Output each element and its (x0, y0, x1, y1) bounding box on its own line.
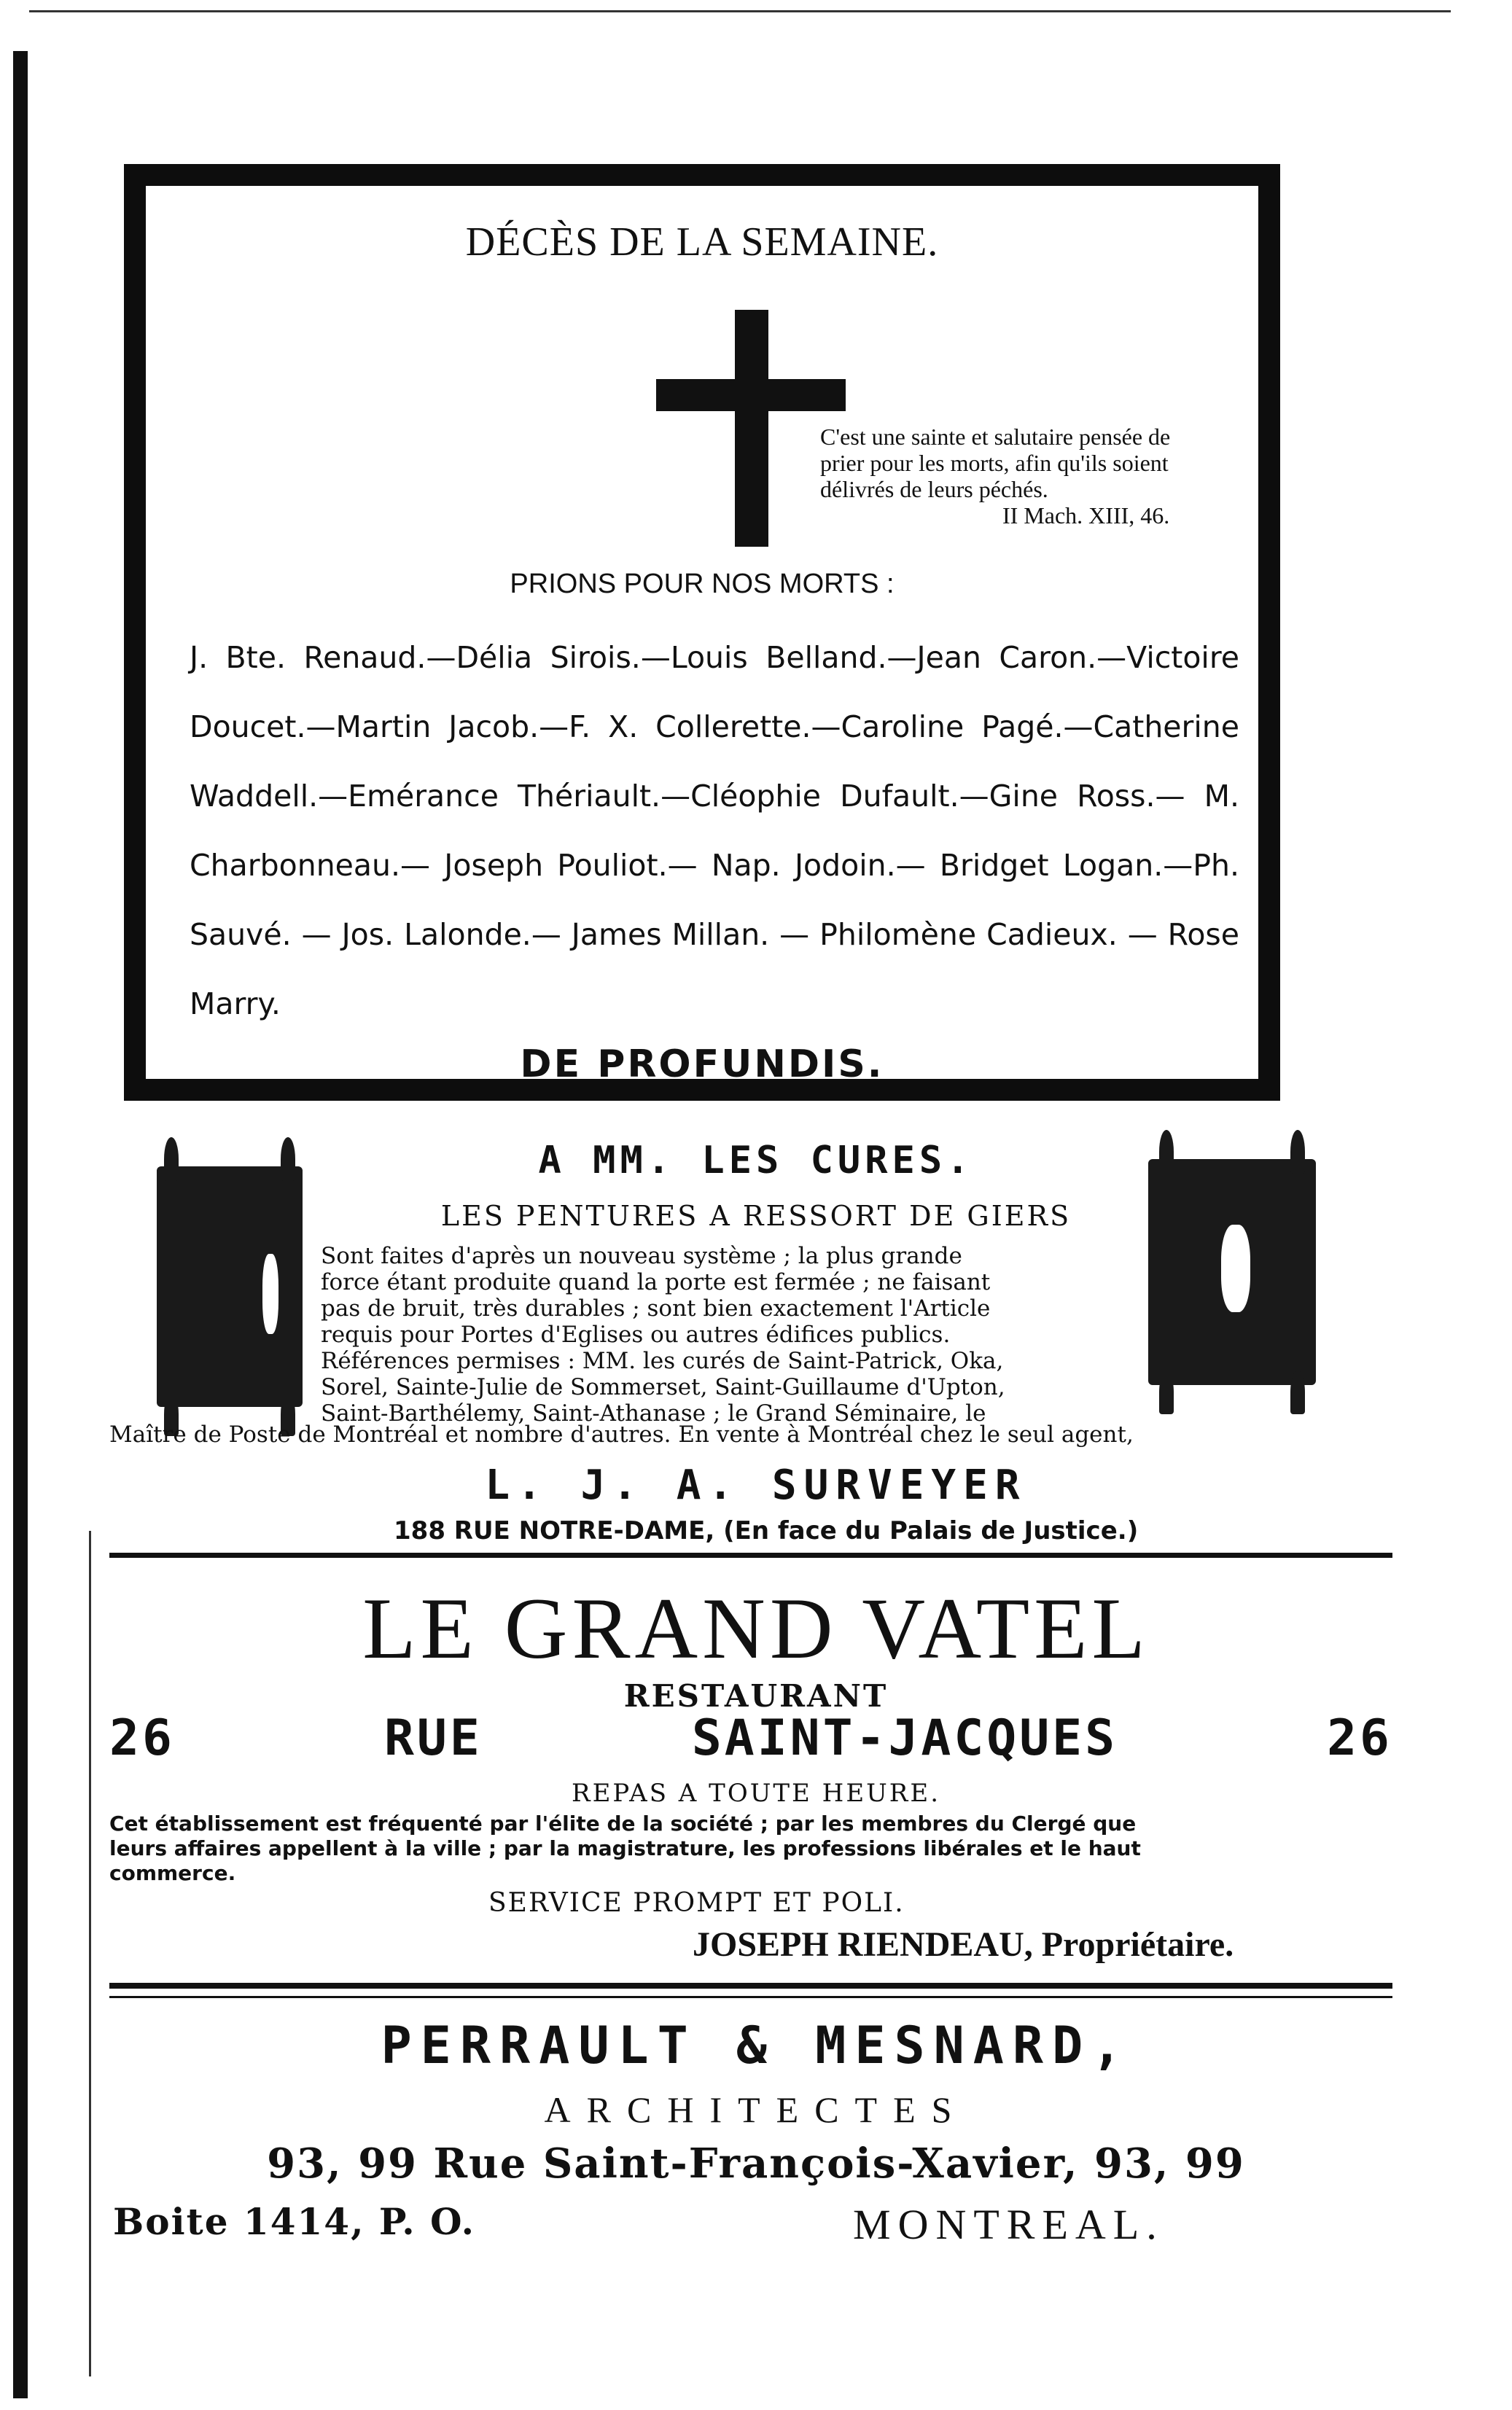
deceased-line: Sauvé. — Jos. Lalonde.— James Millan. — Philomène Cadieux. — Rose (190, 917, 1239, 952)
agent-name: L. J. A. SURVEYER (485, 1462, 1027, 1509)
deceased-line: Charbonneau.— Joseph Pouliot.— Nap. Jodoin.— Bridget Logan.—Ph. (190, 848, 1239, 883)
restaurant-type: RESTAURANT (623, 1678, 889, 1714)
ad-line: Références permises : MM. les curés de Saint-Patrick, Oka, (321, 1348, 1004, 1374)
ad-line: pas de bruit, très durables ; sont bien exactement l'Article (321, 1295, 991, 1322)
divider (109, 1996, 1392, 1998)
deceased-list (190, 623, 1239, 1039)
quote-line: C'est une sainte et salutaire pensée de (820, 424, 1171, 450)
prayer-heading: PRIONS POUR NOS MORTS : (510, 569, 895, 599)
restaurant-name: LE GRAND VATEL (362, 1580, 1150, 1677)
quote-line: prier pour les morts, afin qu'ils soient (820, 450, 1169, 476)
address-number: 26 (109, 1709, 175, 1767)
cures-ad-subtitle: LES PENTURES A RESSORT DE GIERS (440, 1200, 1072, 1232)
ad-line: Sorel, Sainte-Julie de Sommerset, Saint-Guillaume d'Upton, (321, 1374, 1005, 1400)
deceased-line: Doucet.—Martin Jacob.—F. X. Collerette.—Caroline Pagé.—Catherine (190, 709, 1239, 744)
cross-icon-bar (656, 379, 846, 411)
firm-profession: ARCHITECTES (544, 2089, 968, 2130)
scripture-quote (820, 424, 1272, 529)
restaurant-proprietor: JOSEPH RIENDEAU, Propriétaire. (693, 1925, 1234, 1964)
obituary-box (124, 164, 1280, 1101)
ad-line: leurs affaires appellent à la ville ; par la magistrature, les professions libérales et le haut (109, 1836, 1141, 1860)
ad-line: Sont faites d'après un nouveau système ; la plus grande (321, 1243, 962, 1269)
top-border-line (29, 10, 1451, 12)
divider (109, 1983, 1392, 1989)
cures-ad-title: A MM. LES CURES. (538, 1139, 974, 1182)
deceased-line: Waddell.—Emérance Thériault.—Cléophie Dufault.—Gine Ross.— M. (190, 779, 1239, 814)
agent-address: 188 RUE NOTRE-DAME, (En face du Palais de Justice.) (394, 1516, 1139, 1545)
ad-line: commerce. (109, 1861, 236, 1885)
quote-reference: II Mach. XIII, 46. (1002, 502, 1170, 529)
cross-icon (735, 310, 768, 547)
restaurant-description (109, 1812, 1400, 1886)
restaurant-service: SERVICE PROMPT ET POLI. (488, 1888, 905, 1918)
quote-line: délivrés de leurs péchés. (820, 476, 1048, 502)
ad-line: force étant produite quand la porte est fermée ; ne faisant (321, 1269, 991, 1295)
divider (109, 1553, 1392, 1558)
address-street: SAINT-JACQUES (691, 1709, 1118, 1767)
firm-name: PERRAULT & MESNARD, (381, 2016, 1131, 2075)
restaurant-address (109, 1709, 1392, 1767)
address-street: RUE (383, 1709, 483, 1767)
firm-city: MONTREAL. (853, 2201, 1164, 2248)
de-profundis: DE PROFUNDIS. (520, 1042, 884, 1086)
cures-ad-body (321, 1243, 1181, 1427)
restaurant-hours: REPAS A TOUTE HEURE. (571, 1779, 941, 1808)
deceased-line: Marry. (190, 986, 281, 1021)
firm-address: 93, 99 Rue Saint-François-Xavier, 93, 99 (267, 2140, 1245, 2188)
ad-line: Cet établissement est fréquenté par l'élite de la société ; par les membres du Clergé que (109, 1812, 1137, 1836)
ad-line: Saint-Barthélemy, Saint-Athanase ; le Grand Séminaire, le (321, 1400, 986, 1427)
deceased-line: J. Bte. Renaud.—Délia Sirois.—Louis Belland.—Jean Caron.—Victoire (190, 640, 1239, 675)
ad-line: Maître de Poste de Montréal et nombre d'autres. En vente à Montréal chez le seul agent, (109, 1422, 1134, 1448)
firm-po-box: Boite 1414, P. O. (113, 2200, 476, 2243)
address-number: 26 (1327, 1709, 1392, 1767)
ad-line: requis pour Portes d'Eglises ou autres édifices publics. (321, 1322, 951, 1348)
obituary-title: DÉCÈS DE LA SEMAINE. (465, 219, 939, 265)
